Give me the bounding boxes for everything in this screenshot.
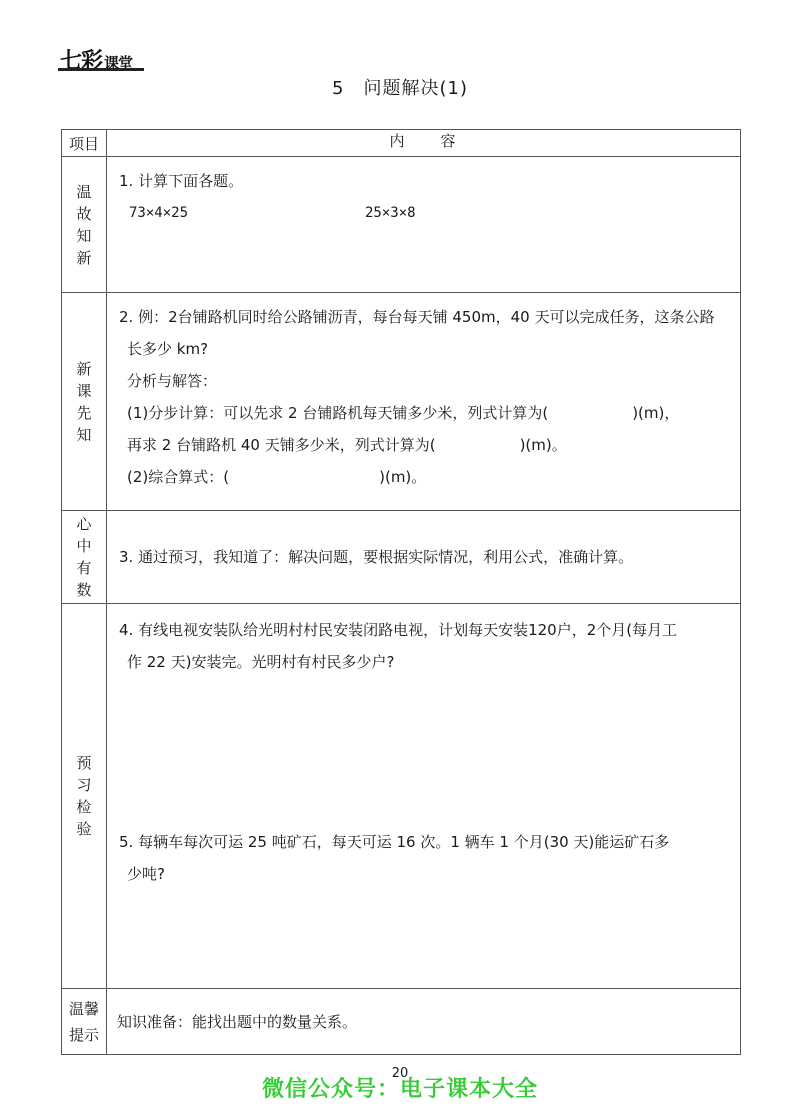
section-content — [107, 293, 741, 511]
section-review — [62, 157, 741, 293]
question-2-line-1: 2. 例：2台铺路机同时给公路铺沥青，每台每天铺 450m，40 天可以完成任务，这条公路 — [119, 308, 715, 326]
question-1: 1. 计算下面各题。 — [119, 172, 244, 190]
section-summary — [62, 511, 741, 604]
section-content — [107, 157, 741, 293]
expression-2: 25×3×8 — [365, 205, 416, 221]
question-2-line-2: 长多少 km? — [127, 340, 209, 358]
worksheet-table — [61, 129, 741, 1055]
analysis-combined: (2)综合算式：( )(m)。 — [127, 468, 427, 486]
section-label: 预习检验 — [62, 604, 107, 989]
section-label: 新课先知 — [62, 293, 107, 511]
question-3: 3. 通过预习，我知道了：解决问题，要根据实际情况，利用公式，准确计算。 — [119, 548, 634, 566]
watermark-text: 微信公众号：电子课本大全 — [261, 1077, 538, 1102]
section-content — [107, 511, 741, 604]
analysis-step-2: 再求 2 台铺路机 40 天铺多少米，列式计算为( )(m)。 — [127, 436, 567, 454]
question-4-line-1: 4. 有线电视安装队给光明村村民安装闭路电视，计划每天安装120户，2个月(每月工 — [119, 621, 678, 639]
section-label: 心中有数 — [62, 511, 107, 604]
section-new-lesson — [62, 293, 741, 511]
question-5-line-1: 5. 每辆车每次可运 25 吨矿石，每天可运 16 次。1 辆车 1 个月(30 天)能运矿石多 — [119, 833, 670, 851]
brand-underline — [58, 68, 144, 71]
table-header-row — [62, 130, 741, 157]
page-title: 5 问题解决(1) — [332, 78, 468, 99]
analysis-heading: 分析与解答： — [127, 372, 218, 390]
section-content — [107, 604, 741, 989]
question-4-line-2: 作 22 天)安装完。光明村有村民多少户? — [127, 653, 395, 671]
brand-logo-text: 七彩 — [60, 48, 103, 74]
question-5-line-2: 少吨? — [127, 865, 165, 883]
answer-space-4[interactable] — [119, 678, 732, 826]
brand-sub-text: 课堂 — [104, 54, 133, 72]
tip-text: 知识准备：能找出题中的数量关系。 — [117, 1012, 358, 1031]
page-number: 20 — [391, 1066, 409, 1081]
analysis-step-1: (1)分步计算：可以先求 2 台铺路机每天铺多少米，列式计算为( )(m)， — [127, 404, 680, 422]
expression-1: 73×4×25 — [129, 205, 189, 221]
section-tips — [62, 989, 741, 1055]
section-label: 温馨提示 — [62, 989, 107, 1055]
header-content: 内 容 — [107, 130, 741, 157]
header-item: 项目 — [62, 130, 107, 157]
section-content — [107, 989, 741, 1055]
section-label: 温故知新 — [62, 157, 107, 293]
section-preview-check — [62, 604, 741, 989]
